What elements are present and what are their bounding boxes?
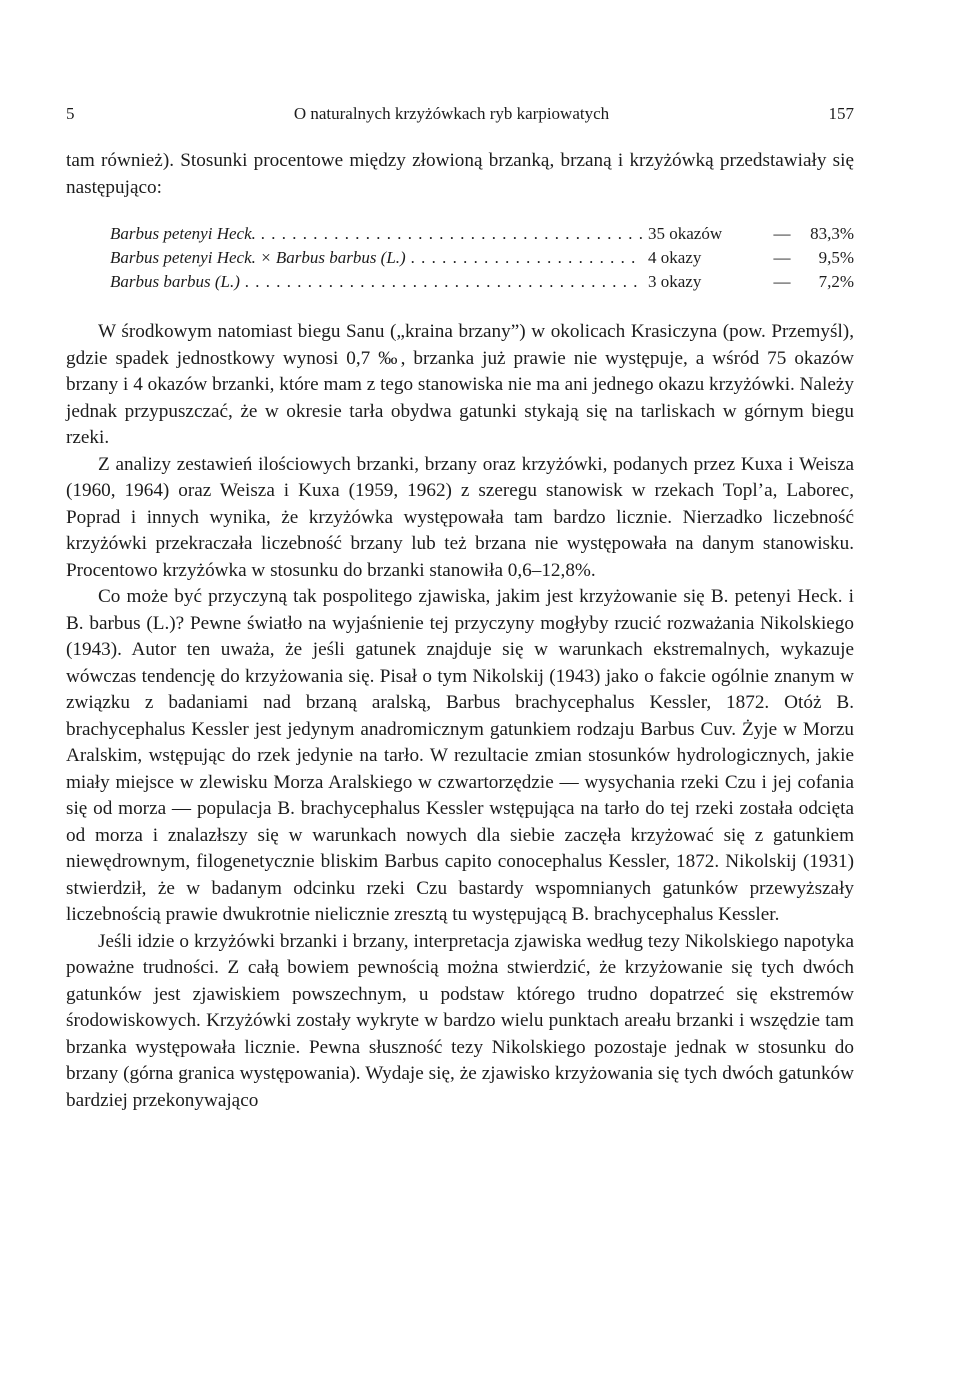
paragraph-sanu: W środkowym natomiast biegu Sanu („kraina brzany”) w okolicach Krasiczyna (pow. Przemyśl), gdzie spadek jednostkowy wynosi 0,7 ‰, brzanka już prawie nie występuje, a wśród 75 okazów brzany i 4 okazów brzanki, które mam z tego stanowiska nie ma ani jednego okazu krzyżówki. Należy jednak przypuszczać, że w okresie tarła obydwa gatunki stykają się na tarliskach w górnym biegu rzeki. (66, 321, 854, 448)
table-row (110, 222, 854, 246)
running-header (66, 104, 854, 124)
main-text (66, 319, 854, 1114)
percentage: 9,5% (818, 248, 854, 267)
specimen-count: 35 okazów (648, 224, 723, 243)
species-name: Barbus petenyi Heck. . . . (110, 222, 642, 246)
table-row (110, 246, 854, 270)
paragraph-causes: Co może być przyczyną tak pospolitego zjawiska, jakim jest krzyżowanie się B. petenyi Heck. i B. barbus (L.)? Pewne światło na wyjaśnienie tej przyczyny mogłyby rzucić rozważania Nikolskiego (1943). Autor ten uważa, że jeśli gatunek znajduje się w warunkach ekstremalnych, wykazuje wówczas tendencję do krzyżowania się. Pisał o tym Nikolskij (1943) jako o fakcie ogólnie znanym w związku z badaniami nad brzaną aralską, Barbus brachycephalus Kessler, 1872. Otóż B. brachycephalus Kessler jest jedynym anadromicznym gatunkiem rodzaju Barbus Cuv. Żyje w Morzu Aralskim, wstępując do rzek jedynie na tarło. W rezultacie zmian stosunków hydrologicznych, jakie miały miejsce w zlewisku Morza Aralskiego w czwartorzędzie — wysychania rzeki Czu i jej cofania się od morza — populacja B. brachycephalus Kessler wstępująca na tarło do tej rzeki została odcięta od morza i znalazłszy się w warunkach nowych dla siebie zaczęła krzyżować się z gatunkiem niewędrownym, filogenetycznie bliskim Barbus capito conocephalus Kessler, 1872. Nikolskij (1931) stwierdził, że w badanym odcinku rzeki Czu bastardy wspomnianych gatunków przewyższały liczebnością prawie dwukrotnie nielicznie zresztą tu występującą B. brachycephalus Kessler. (66, 586, 854, 925)
specimen-count: 3 okazy (648, 272, 702, 291)
species-name: Barbus petenyi Heck. × Barbus barbus (L.) . . . (110, 246, 642, 270)
running-title: O naturalnych krzyżówkach ryb karpiowatych (293, 104, 610, 123)
chapter-number: 5 (66, 104, 75, 123)
paragraph-thesis: Jeśli idzie o krzyżówki brzanki i brzany, interpretacja zjawiska według tezy Nikolskiego napotyka poważne trudności. Z całą bowiem pewnością można stwierdzić, że krzyżowanie się tych dwóch gatunków jest zjawiskiem powszechnym, u podstaw którego trudno dopatrzeć się ekstremów środowiskowych. Krzyżówki zostały wykryte w bardzo wielu punktach areału brzanki i wszędzie tam brzanka występowała licznie. Pewna słuszność tezy Nikolskiego pozostaje jednak w stosunku do brzany (górna granica występowania). Wydaje się, że zjawisko krzyżowania się tych dwóch gatunków bardziej przekonywająco (66, 930, 854, 1111)
dash-separator: — (773, 272, 791, 291)
page-number: 157 (828, 104, 854, 123)
intro-block (66, 148, 854, 201)
percentage: 7,2% (818, 272, 854, 291)
dash-separator: — (773, 224, 791, 243)
paragraph-analysis: Z analizy zestawień ilościowych brzanki, brzany oraz krzyżówki, podanych przez Kuxa i Weisza (1960, 1964) oraz Weisza i Kuxa (1959, 1962) z szeregu stanowisk w rzekach Topl’a, Laborec, Poprad i innych wynika, że krzyżówka występowała tam bardzo licznie. Nierzadko liczebność krzyżówki przekraczała liczebność brzany lub też brzana nie występowała na danym stanowisku. Procentowo krzyżówka w stosunku do brzanki stanowiła 0,6–12,8%. (66, 453, 854, 581)
dash-separator: — (773, 248, 791, 267)
species-proportion-table (110, 222, 854, 294)
specimen-count: 4 okazy (648, 248, 702, 267)
percentage: 83,3% (810, 224, 854, 243)
table-row (110, 270, 854, 294)
species-name: Barbus barbus (L.) . . . (110, 270, 642, 294)
intro-paragraph: tam również). Stosunki procentowe między złowioną brzanką, brzaną i krzyżówką przedstawiały się następująco: (66, 150, 854, 198)
